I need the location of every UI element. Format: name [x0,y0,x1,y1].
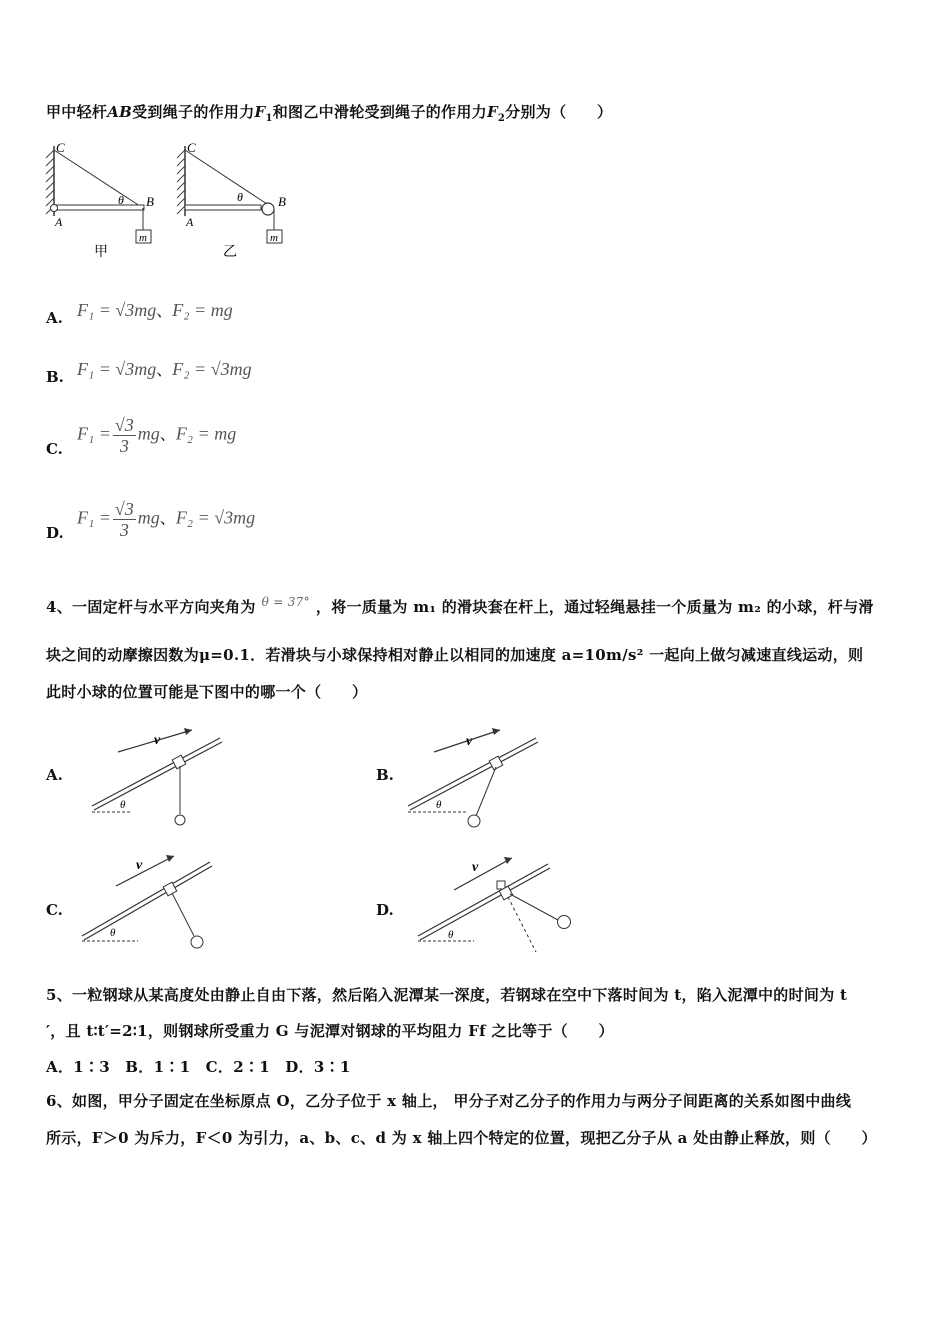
q6-line-1: 6、如图，甲分子固定在坐标原点 O，乙分子位于 x 轴上， 甲分子对乙分子的作用力与两分子间距离的关系如图中曲线 [46,1092,852,1110]
figure-yi [175,138,305,268]
q4-figure-c [78,852,228,957]
point-c-label: C [187,140,196,155]
q3-option-d-formula: F₁ = $\frac{√3}{3}$ mg、F₂ = √3mg [77,499,256,540]
q4-figure-a [88,728,228,828]
q4-option-b-label[interactable]: B. [376,766,394,784]
figure-jia-caption: 甲 [94,245,108,260]
q3-stem: 甲中轻杆AB受到绳子的作用力$F_1$和图乙中滑轮受到绳子的作用力$F_2$分别为（ ） [46,103,613,124]
mass-label: m [139,232,147,244]
q4-option-d-label[interactable]: D. [376,901,394,919]
figure-yi-caption: 乙 [223,245,237,260]
theta-label: θ [448,929,454,941]
point-a-label: A [55,215,63,229]
velocity-label: v [472,860,479,875]
figure-jia [40,138,170,268]
q6-line-2: 所示，F＞0 为斥力，F＜0 为引力，a、b、c、d 为 x 轴上四个特定的位置，现把乙分子从 a 处由静止释放，则（ ） [46,1129,877,1147]
q4-line-2: 块之间的动摩擦因数为μ=0.1．若滑块与小球保持相对静止以相同的加速度 a=10m/s² 一起向上做匀减速直线运动，则 [46,646,864,664]
q5-choices[interactable]: A．1∶3 B．1∶1 C．2∶1 D．3∶1 [46,1058,351,1076]
q3-option-a-formula: F₁ = √3mg、F₂ = mg [77,300,233,320]
theta-label: θ [436,799,442,811]
point-a-label: A [186,215,194,229]
q4-figure-b [404,728,544,828]
theta-label: θ [110,927,116,939]
q4-line-1: 4、一固定杆与水平方向夹角为 $^{\theta = 37^\circ}$ ，将一质量为 m₁ 的滑块套在杆上，通过轻绳悬挂一个质量为 m₂ 的小球，杆与滑 [46,595,874,616]
q5-line-2: ′，且 t∶t′=2∶1，则钢球所受重力 G 与泥潭对钢球的平均阻力 Ff 之比等于（ ） [46,1022,614,1040]
q4-line-3: 此时小球的位置可能是下图中的哪一个（ ） [46,683,368,701]
velocity-label: v [154,733,161,748]
theta-label: θ [237,190,243,204]
q5-line-1: 5、一粒钢球从某高度处由静止自由下落，然后陷入泥潭某一深度，若钢球在空中下落时间为 t，陷入泥潭中的时间为 t [46,986,848,1004]
velocity-label: v [136,858,143,873]
q4-option-a-label[interactable]: A. [46,766,63,784]
theta-label: θ [120,799,126,811]
point-b-label: B [146,194,154,209]
q4-option-c-label[interactable]: C. [46,901,63,919]
velocity-label: v [466,734,473,749]
q3-option-a-label[interactable]: A. [46,309,63,327]
q3-option-b-formula: F₁ = √3mg、F₂ = √3mg [77,359,252,379]
mass-label: m [270,232,278,244]
theta-label: θ [118,193,124,207]
point-b-label: B [278,194,286,209]
q3-option-c-formula: F₁ = $\frac{√3}{3}$ mg、F₂ = mg [77,415,237,456]
q3-option-b-label[interactable]: B. [46,368,64,386]
q3-option-c-label[interactable]: C. [46,440,63,458]
q3-option-d-label[interactable]: D. [46,524,64,542]
q4-figure-d [414,852,584,957]
point-c-label: C [56,140,65,155]
